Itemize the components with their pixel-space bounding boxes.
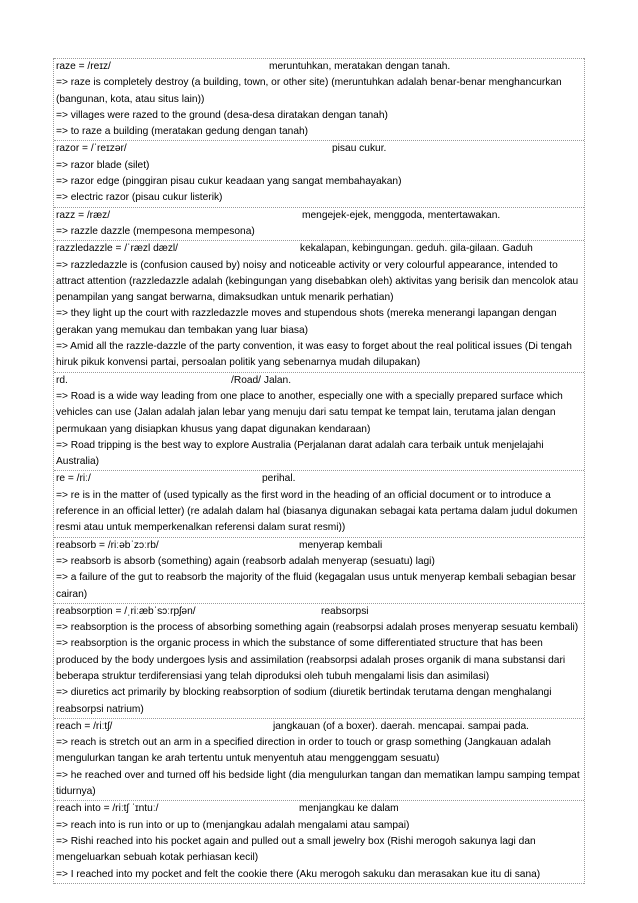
dictionary-entry [54,470,584,536]
dictionary-entry [54,240,584,371]
entry-example-line: => re is in the matter of (used typically as the first word in the heading of an official document or to introduce a reference in an official letter) (re adalah dalam hal (biasanya digunakan sebagai kata pertama dalam judul dokumen resmi atau untuk memperkenalkan referensi dalam surat resmi)) [56,489,578,534]
entry-term: rd. [56,374,68,386]
entry-headword-line [56,471,582,487]
entry-example-line: => a failure of the gut to reabsorb the majority of the fluid (kegagalan usus untuk menyerap kembali sebagian besar cairan) [56,572,576,600]
entry-example-line: => villages were razed to the ground (desa-desa diratakan dengan tanah) [56,109,388,121]
entry-headword-line [56,604,582,620]
entry-meaning: menjangkau ke dalam [299,803,399,815]
entry-meaning: jangkauan (of a boxer). daerah. mencapai. sampai pada. [273,720,529,732]
entry-term: razz = /ræz/ [56,209,111,221]
entry-term: razzledazzle = /ˈræzl dæzl/ [56,243,179,255]
dictionary-entry [54,372,584,471]
dictionary-entry [54,537,584,603]
entry-example-line: => electric razor (pisau cukur listerik) [56,192,223,204]
entry-headword-line [56,801,582,817]
entry-meaning: perihal. [262,473,296,485]
entry-example-line: => razor edge (pinggiran pisau cukur keadaan yang sangat membahayakan) [56,176,402,188]
entry-headword-line [56,719,582,735]
dictionary-entry [54,603,584,718]
entry-meaning: mengejek-ejek, menggoda, mentertawakan. [302,209,501,221]
entry-example-line: => to raze a building (meratakan gedung dengan tanah) [56,126,309,138]
entry-meaning: menyerap kembali [299,539,383,551]
entry-headword-line [56,538,582,554]
entry-headword-line [56,241,582,257]
dictionary-entry [54,140,584,206]
entry-example-line: => Road is a wide way leading from one place to another, especially one with a specially prepared surface which vehicles can use (Jalan adalah jalan lebar yang menuju dari satu tempat ke tempat lain, terutama jalan dengan permukaan yang disiapkan khusus yang dapat digunakan kendaraan) [56,390,563,435]
entry-example-line: => they light up the court with razzledazzle moves and stupendous shots (mereka menerangi lapangan dengan gerakan yang memukau dan tembakan yang luar biasa) [56,308,557,336]
entry-example-line: => reabsorb is absorb (something) again (reabsorb adalah menyerap (sesuatu) lagi) [56,555,435,567]
entry-headword-line [56,141,582,157]
entry-example-line: => reach is stretch out an arm in a specified direction in order to touch or grasp something (Jangkauan adalah mengulurkan tangan ke arah tertentu untuk menyentuh atau menggenggam sesuatu) [56,737,551,765]
entry-term: raze = /reɪz/ [56,61,111,72]
entry-headword-line [56,208,582,224]
entry-term: reach into = /riːtʃ ˈɪntuː/ [56,803,159,815]
entry-example-line: => I reached into my pocket and felt the cookie there (Aku merogoh sakuku dan merasakan kue itu di sana) [56,868,541,880]
entry-meaning: kekalapan, kebingungan. geduh. gila-gilaan. Gaduh [300,243,533,255]
entry-example-line: => reabsorption is the process of absorbing something again (reabsorpsi adalah proses menyerap sesuatu kembali) [56,622,579,634]
entry-example-line: => Rishi reached into his pocket again and pulled out a small jewelry box (Rishi merogoh sakunya lagi dan mengeluarkan sebuah kotak perhiasan kecil) [56,835,536,864]
entry-headword-line [56,373,582,389]
dictionary-entry [54,718,584,800]
entry-headword-line [56,59,582,75]
entry-term: re = /riː/ [56,473,91,485]
entry-example-line: => Road tripping is the best way to explore Australia (Perjalanan darat adalah cara terbaik untuk menjelajahi Australia) [56,439,544,468]
dictionary-entry [54,800,584,883]
entry-example-line: => diuretics act primarily by blocking reabsorption of sodium (diuretik bertindak terutama dengan menghalangi reabsorpsi natrium) [56,687,552,715]
entry-example-line: => raze is completely destroy (a building, town, or other site) (meruntuhkan adalah benar-benar menghancurkan (bangunan, kota, atau situs lain)) [56,77,562,105]
entry-term: razor = /ˈreɪzər/ [56,143,127,155]
entry-meaning: pisau cukur. [332,143,387,155]
dictionary-entry [54,207,584,241]
dictionary-page [53,58,585,884]
entry-example-line: => razor blade (silet) [56,159,150,171]
entry-meaning: reabsorpsi [321,605,369,617]
entry-example-line: => razzle dazzle (mempesona mempesona) [56,225,255,237]
entry-meaning: meruntuhkan, meratakan dengan tanah. [269,61,451,72]
entry-example-line: => reabsorption is the organic process in which the substance of some differentiated structure that has been produced by the body undergoes lysis and assimilation (reabsorpsi adalah proses organik di mana substansi dari beberapa struktur terdiferensiasi yang telah diproduksi oleh tubuh mengalami lisis dan asimilasi) [56,638,566,682]
entry-term: reabsorb = /riːəbˈzɔːrb/ [56,539,159,551]
entry-example-line: => razzledazzle is (confusion caused by) noisy and noticeable activity or very colourful appearance, intended to attract attention (razzledazzle adalah (kebingungan yang disebabkan oleh) aktivitas yang berisik dan mencolok atau penampilan yang sangat berwarna, dimaksudkan untuk menarik perhatian) [56,259,579,304]
entry-example-line: => reach into is run into or up to (menjangkau adalah mengalami atau sampai) [56,819,410,831]
dictionary-entry [54,58,584,140]
entry-term: reabsorption = /ˌriːæbˈsɔːrpʃən/ [56,605,196,617]
entry-meaning: /Road/ Jalan. [231,374,292,386]
entry-term: reach = /riːtʃ/ [56,720,113,732]
entry-example-line: => Amid all the razzle-dazzle of the party convention, it was easy to forget about the real political issues (Di tengah hiruk pikuk konvensi partai, persoalan politik yang sebenarnya mudah dilupakan) [56,341,572,369]
entry-example-line: => he reached over and turned off his bedside light (dia mengulurkan tangan dan mematikan lampu samping tempat tidurnya) [56,769,580,798]
